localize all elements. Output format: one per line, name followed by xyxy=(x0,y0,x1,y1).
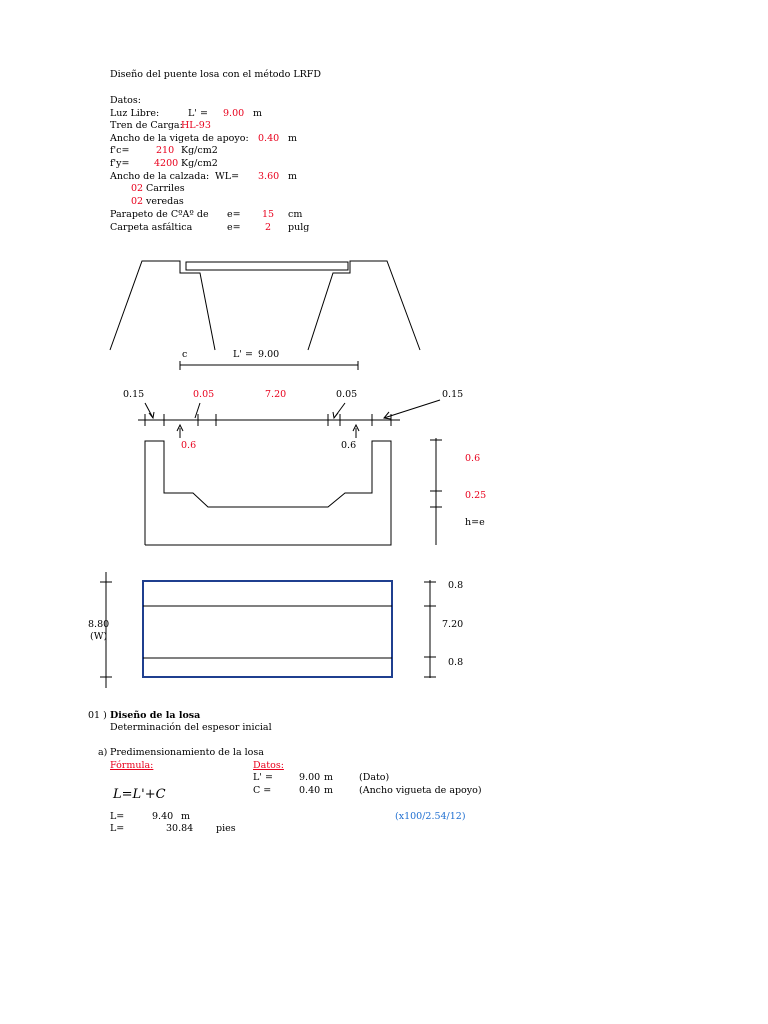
width-value: 8.80 xyxy=(88,619,110,630)
row2-var: C = xyxy=(253,785,272,796)
parapeto-label: Parapeto de CºAº de xyxy=(110,209,209,220)
plan-dim-bottom: 0.8 xyxy=(448,657,464,668)
fc-value: 210 xyxy=(156,145,175,156)
vert-dim-0.6: 0.6 xyxy=(465,453,481,464)
calzada-label: Ancho de la calzada: xyxy=(110,171,210,182)
dim-0.05-left: 0.05 xyxy=(193,389,215,400)
row1-value: 9.00 xyxy=(299,772,321,783)
parapeto-var: e= xyxy=(227,209,241,220)
calzada-var: WL= xyxy=(215,171,240,182)
carpeta-value: 2 xyxy=(265,222,272,233)
datos-heading: Datos: xyxy=(110,95,141,106)
cross-section-drawing xyxy=(138,400,442,545)
vigeta-unit: m xyxy=(288,133,298,144)
dim-0.15-left: 0.15 xyxy=(123,389,145,400)
calzada-value: 3.60 xyxy=(258,171,280,182)
result2-var: L= xyxy=(110,823,125,834)
fy-unit: Kg/cm2 xyxy=(181,158,218,169)
curb-height-right: 0.6 xyxy=(341,440,357,451)
carpeta-unit: pulg xyxy=(288,222,310,233)
tren-label: Tren de Carga: xyxy=(110,120,183,131)
fc-unit: Kg/cm2 xyxy=(181,145,218,156)
veredas-label: veredas xyxy=(146,196,184,207)
conversion-note: (x100/2.54/12) xyxy=(395,811,466,822)
luz-var: L' = xyxy=(188,108,208,119)
row2-note: (Ancho vigueta de apoyo) xyxy=(359,785,482,796)
parapeto-value: 15 xyxy=(262,209,275,220)
item-title: Predimensionamiento de la losa xyxy=(110,747,264,758)
plan-dim-top: 0.8 xyxy=(448,580,464,591)
datos-label: Datos: xyxy=(253,760,284,771)
span-value: 9.00 xyxy=(258,349,280,360)
veredas-value: 02 xyxy=(131,196,144,207)
luz-unit: m xyxy=(253,108,263,119)
row1-unit: m xyxy=(324,772,334,783)
dim-7.20: 7.20 xyxy=(265,389,287,400)
vigeta-value: 0.40 xyxy=(258,133,280,144)
curb-height-left: 0.6 xyxy=(181,440,197,451)
vert-dim-0.25: 0.25 xyxy=(465,490,487,501)
result1-unit: m xyxy=(181,811,191,822)
tren-value: HL-93 xyxy=(181,120,211,131)
luz-value: 9.00 xyxy=(223,108,245,119)
row1-var: L' = xyxy=(253,772,273,783)
vigeta-label: Ancho de la vigeta de apoyo: xyxy=(110,133,249,144)
fy-value: 4200 xyxy=(154,158,179,169)
section-title: Diseño de la losa xyxy=(110,710,201,721)
dim-0.05-right: 0.05 xyxy=(336,389,358,400)
result1-var: L= xyxy=(110,811,125,822)
carriles-value: 02 xyxy=(131,183,144,194)
span-label: L' = xyxy=(233,349,253,360)
luz-label: Luz Libre: xyxy=(110,108,160,119)
result2-value: 30.84 xyxy=(166,823,194,834)
plan-view-drawing xyxy=(100,572,436,688)
section-subtitle: Determinación del espesor inicial xyxy=(110,722,272,733)
plan-dim-mid: 7.20 xyxy=(442,619,464,630)
formula-label: Fórmula: xyxy=(110,760,154,771)
result2-unit: pies xyxy=(216,823,236,834)
fc-label: f'c= xyxy=(110,145,130,156)
carriles-label: Carriles xyxy=(146,183,185,194)
parapeto-unit: cm xyxy=(288,209,303,220)
item-letter: a) xyxy=(98,747,108,758)
row1-note: (Dato) xyxy=(359,772,390,783)
page-title: Diseño del puente losa con el método LRFD xyxy=(110,69,322,80)
result1-value: 9.40 xyxy=(152,811,174,822)
width-label: (W) xyxy=(90,631,108,642)
carpeta-label: Carpeta asfáltica xyxy=(110,222,193,233)
carpeta-var: e= xyxy=(227,222,241,233)
row2-unit: m xyxy=(324,785,334,796)
calzada-unit: m xyxy=(288,171,298,182)
row2-value: 0.40 xyxy=(299,785,321,796)
vert-dim-h: h=e xyxy=(465,517,485,528)
section-number: 01 ) xyxy=(88,710,107,721)
span-c-label: c xyxy=(182,349,188,360)
fy-label: f'y= xyxy=(110,158,130,169)
dim-0.15-right: 0.15 xyxy=(442,389,464,400)
formula: L=L'+C xyxy=(113,787,166,802)
